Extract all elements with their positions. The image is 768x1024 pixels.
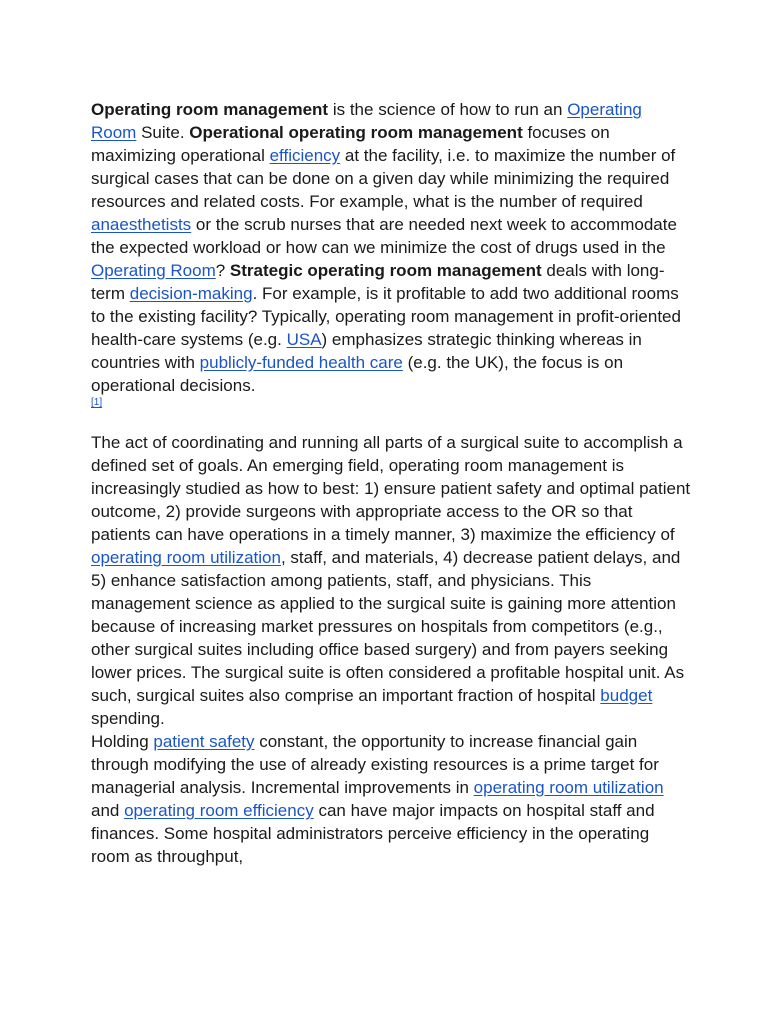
text-run: constant, the opportunity to increase financial gain through modifying the use of already existing resources is a prime target for managerial analysis. Incremental improvements in bbox=[91, 732, 659, 797]
text-run: ) emphasizes strategic thinking whereas in countries with bbox=[91, 330, 642, 372]
text-run: focuses on maximizing operational bbox=[91, 123, 610, 165]
document-page bbox=[91, 98, 691, 868]
link-patient-safety[interactable]: patient safety bbox=[153, 732, 255, 751]
text-run: , staff, and materials, 4) decrease patient delays, and 5) enhance satisfaction among patients, staff, and physicians. This management science as applied to the surgical suite is gaining more attention because of increasing market pressures on hospitals from competitors (e.g., other surgical suites including office based surgery) and from payers seeking lower prices. The surgical suite is often considered a profitable hospital unit. As such, surgical suites also comprise an important fraction of hospital bbox=[91, 548, 685, 705]
link-operating-room-efficiency[interactable]: operating room efficiency bbox=[124, 801, 314, 820]
link-decision-making[interactable]: decision-making bbox=[129, 284, 253, 303]
text-run: can have major impacts on hospital staff and finances. Some hospital administrators perceive efficiency in the operating room as throughput, bbox=[91, 801, 655, 866]
text-run: The act of coordinating and running all parts of a surgical suite to accomplish a defined set of goals. An emerging field, operating room management is increasingly studied as how to best: 1) ensure patient safety and optimal patient outcome, 2) provide surgeons with appropriate access to the OR so that patients can have operations in a timely manner, 3) maximize the efficiency of bbox=[91, 433, 691, 544]
link-anaesthetists[interactable]: anaesthetists bbox=[91, 215, 192, 234]
text-run: is the science of how to run an bbox=[328, 100, 568, 119]
link-usa[interactable]: USA bbox=[286, 330, 322, 349]
text-run: Holding bbox=[91, 732, 154, 751]
text-run: (e.g. the UK), the focus is on operational decisions. bbox=[91, 353, 624, 395]
text-run: and bbox=[91, 801, 125, 820]
link-operating-room[interactable]: Operating Room bbox=[91, 100, 642, 142]
paragraph-body bbox=[91, 431, 691, 868]
reference-link[interactable]: [1] bbox=[91, 397, 103, 408]
reference-line bbox=[91, 397, 691, 417]
link-operating-room-2[interactable]: Operating Room bbox=[91, 261, 216, 280]
text-run: . For example, is it profitable to add two additional rooms to the existing facility? Typically, operating room management in profit-oriented health-care systems (e.g. bbox=[91, 284, 681, 349]
text-run: Suite. bbox=[136, 123, 190, 142]
text-run: or the scrub nurses that are needed next week to accommodate the expected workload or how can we minimize the cost of drugs used in the bbox=[91, 215, 677, 257]
link-budget[interactable]: budget bbox=[600, 686, 653, 705]
bold-term: Operational operating room management bbox=[189, 123, 523, 142]
link-operating-room-utilization[interactable]: operating room utilization bbox=[91, 548, 281, 567]
text-run: at the facility, i.e. to maximize the number of surgical cases that can be done on a given day while minimizing the required resources and related costs. For example, what is the number of required bbox=[91, 146, 676, 211]
text-run: spending. bbox=[91, 709, 165, 728]
bold-term: Operating room management bbox=[91, 100, 329, 119]
bold-term: Strategic operating room management bbox=[229, 261, 542, 280]
link-efficiency[interactable]: efficiency bbox=[269, 146, 341, 165]
text-run: ? bbox=[215, 261, 230, 280]
paragraph-intro bbox=[91, 98, 691, 397]
link-operating-room-utilization-2[interactable]: operating room utilization bbox=[473, 778, 664, 797]
text-run: deals with long-term bbox=[91, 261, 665, 303]
link-publicly-funded-health-care[interactable]: publicly-funded health care bbox=[199, 353, 403, 372]
